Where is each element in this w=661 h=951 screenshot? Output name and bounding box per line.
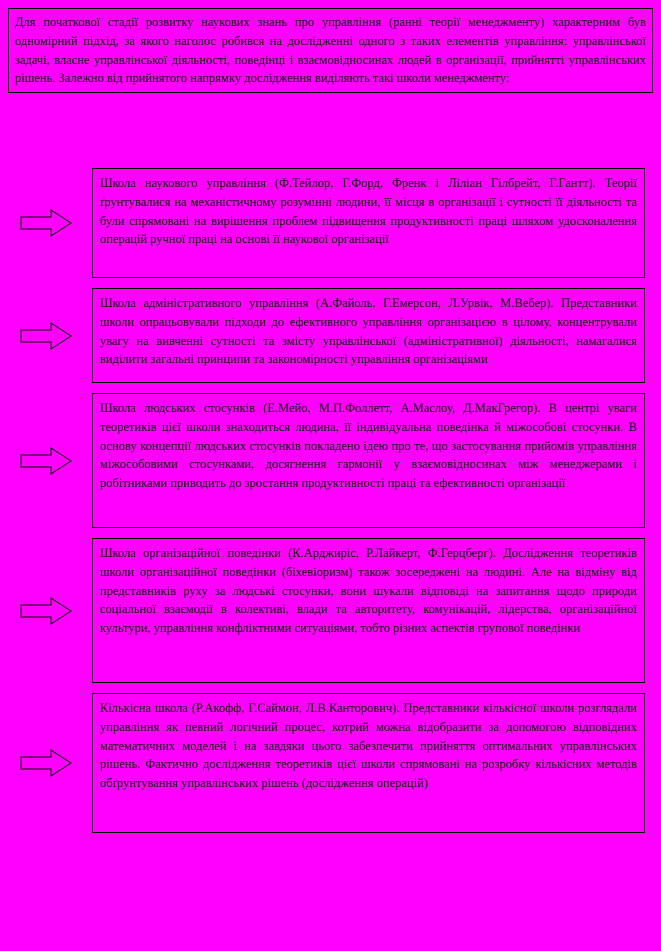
arrow-right-icon (19, 748, 73, 778)
school-text: Школа наукового управління (Ф.Тейлор, Г.Форд, Френк і Ліліан Гілбрейт, Г.Гантт). Теорії ґрунтувалися на механістичному розумінні людини, її місця в організації і сутності її діяльності та були спрямовані на вирішення проблем підвищення продуктивності праці шляхом удосконалення операцій ручної праці на основі її наукової організації (100, 176, 637, 247)
school-text: Кількісна школа (Р.Акофф, Г.Саймон, Л.В.Канторович). Представники кількісної школи розглядали управління як певний логічний процес, котрий можна відобразити за допомогою відповідних математичних моделей і на завдяки цього забезпечити прийняття оптимальних управлінських рішень. Фактично дослідження теоретиків цієї школи спрямовані на розробку кількісних методів обґрунтування управлінських рішень (дослідження операцій) (100, 701, 637, 790)
school-row (0, 693, 661, 833)
school-text: Школа людських стосунків (Е.Мейо, М.П.Фоллетт, А.Маслоу, Д.МакГрегор). В центрі уваги теоретиків цієї школи знаходиться людина, її індивідуальна поведінка й міжособові стосунки. В основу концепції людських стосунків покладено ідею про те, що застосування прийомів управління міжособовими стосунками, досягнення гармонії у взаємовідносинах між менеджерами і робітниками приводить до зростання продуктивності праці та ефективності організації (100, 401, 637, 490)
intro-text: Для початкової стадії розвитку наукових знань про управління (ранні теорії менеджменту) характерним був одномірний підхід, за якого наголос робився на дослідженні одного з таких елементів управління: управлінської задачі, власне управлінської діяльності, поведінці і взаємовідносинах людей в організації, прийнятті управлінських рішень. Залежно від прийнятого напрямку дослідження виділяють такі школи менеджменту: (15, 15, 646, 86)
arrow-right-icon (19, 446, 73, 476)
arrow-cell (0, 208, 92, 238)
intro-box (8, 8, 653, 93)
arrow-right-icon (19, 208, 73, 238)
arrow-cell (0, 321, 92, 351)
school-row (0, 393, 661, 528)
school-box-scientific-management (92, 168, 645, 278)
arrow-cell (0, 748, 92, 778)
school-row (0, 168, 661, 278)
school-row (0, 288, 661, 383)
school-box-quantitative-school (92, 693, 645, 833)
school-text: Школа організаційної поведінки (К.Арджиріс, Р.Лайкерт, Ф.Герцберг). Дослідження теоретиків школи організаційної поведінки (біхевіоризм) також зосереджені на людині. Але на відміну від представників руху за людські стосунки, вони шукали відповіді на запитання щодо природи соціальної взаємодії в колективі, влади та авторитету, комунікацій, лідерства, організаційної культури, управління конфліктними ситуаціями, тобто різних аспектів групової поведінки (100, 546, 637, 635)
school-row (0, 538, 661, 683)
schools-list (0, 168, 661, 843)
school-box-organizational-behaviour (92, 538, 645, 683)
arrow-cell (0, 596, 92, 626)
school-box-human-relations (92, 393, 645, 528)
school-box-administrative-management (92, 288, 645, 383)
school-text: Школа адміністративного управління (А.Файоль, Г.Емерсон, Л.Урвік, М.Вебер). Представники школи опрацьовували підходи до ефективного управління організацією в цілому, концентрували увагу на вивченні сутності та змісту управлінської (адміністративної) діяльності, намагалися виділити загальні принципи та закономірності управління організаціями (100, 296, 637, 367)
arrow-cell (0, 446, 92, 476)
arrow-right-icon (19, 596, 73, 626)
arrow-right-icon (19, 321, 73, 351)
